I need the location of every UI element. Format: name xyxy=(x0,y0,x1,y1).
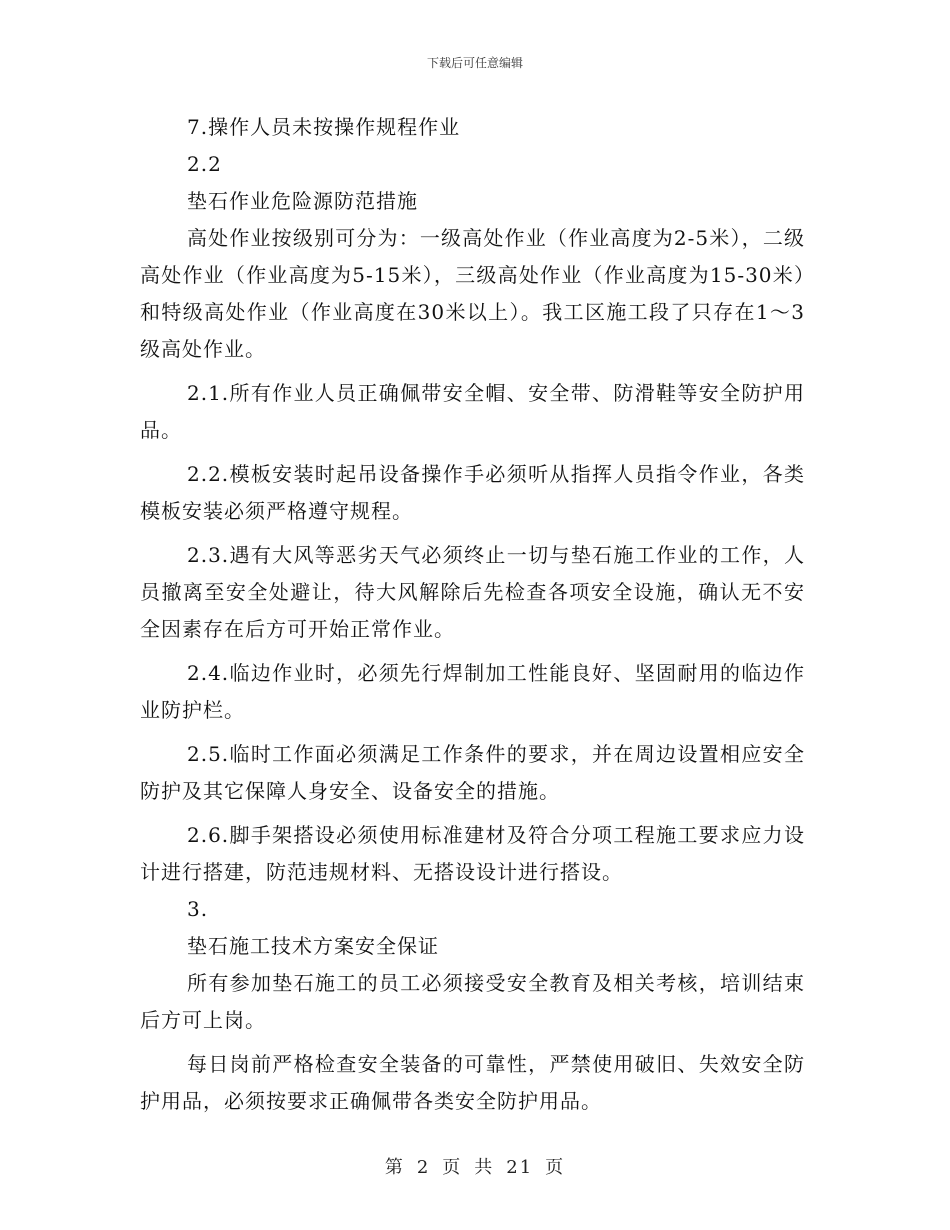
footer-page-number: 2 xyxy=(416,1157,431,1178)
footer-total-pages: 21 xyxy=(506,1157,534,1178)
paragraph-2-3: 2.3.遇有大风等恶劣天气必须终止一切与垫石施工作业的工作，人员撤离至安全处避让，待大风解除后先检查各项安全设施，确认无不安全因素存在后方可开始正常作业。 xyxy=(140,543,805,641)
paragraph-2-4: 2.4.临边作业时，必须先行焊制加工性能良好、坚固耐用的临边作业防护栏。 xyxy=(140,661,805,722)
document-body xyxy=(140,109,805,1120)
paragraph-2-6: 2.6.脚手架搭设必须使用标准建材及符合分项工程施工要求应力设计进行搭建，防范违规材料、无搭设设计进行搭设。 xyxy=(140,823,805,884)
header-note: 下载后可任意编辑 xyxy=(426,56,523,70)
section-title: 垫石施工技术方案安全保证 xyxy=(187,934,439,958)
page-footer xyxy=(0,1153,950,1179)
list-item-7: 7.操作人员未按操作规程作业 xyxy=(187,115,461,139)
footer-page-label: 页 xyxy=(442,1157,463,1178)
paragraph-2-1: 2.1.所有作业人员正确佩带安全帽、安全带、防滑鞋等安全防护用品。 xyxy=(140,381,805,442)
paragraph-2-5: 2.5.临时工作面必须满足工作条件的要求，并在周边设置相应安全防护及其它保障人身安全、设备安全的措施。 xyxy=(140,742,805,803)
footer-total-label: 共 xyxy=(474,1157,495,1178)
footer-prefix: 第 xyxy=(384,1157,405,1178)
paragraph-2-2: 2.2.模板安装时起吊设备操作手必须听从指挥人员指令作业，各类模板安装必须严格遵守规程。 xyxy=(140,462,805,523)
paragraph-training: 所有参加垫石施工的员工必须接受安全教育及相关考核，培训结束后方可上岗。 xyxy=(140,971,805,1032)
section-title: 垫石作业危险源防范措施 xyxy=(187,189,418,213)
section-number: 2.2 xyxy=(187,152,222,176)
footer-suffix: 页 xyxy=(545,1157,566,1178)
paragraph-height-levels: 高处作业按级别可分为：一级高处作业（作业高度为2-5米），二级高处作业（作业高度为5-15米），三级高处作业（作业高度为15-30米）和特级高处作业（作业高度在30米以上）。我工区施工段了只存在1～3级高处作业。 xyxy=(140,226,805,361)
paragraph-daily-check: 每日岗前严格检查安全装备的可靠性，严禁使用破旧、失效安全防护用品，必须按要求正确佩带各类安全防护用品。 xyxy=(140,1052,805,1113)
section-number: 3. xyxy=(187,897,209,921)
